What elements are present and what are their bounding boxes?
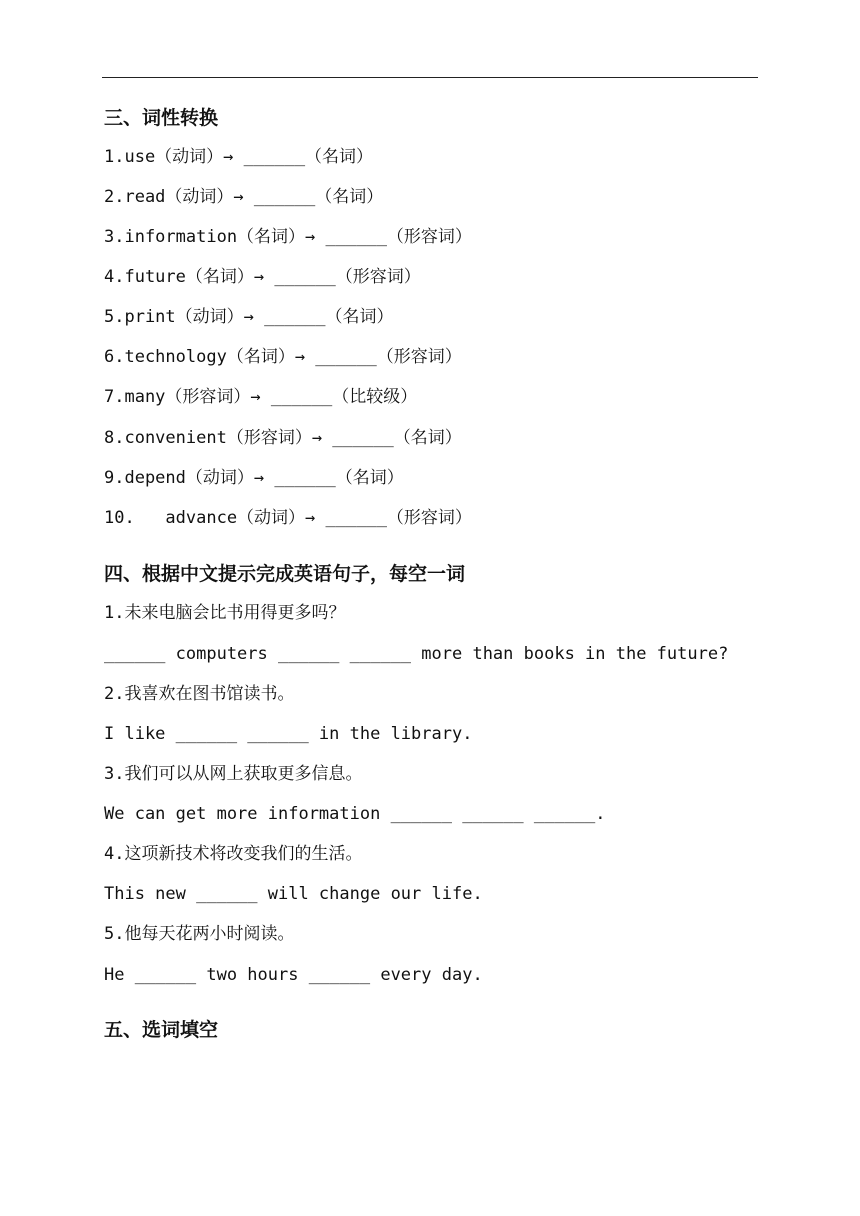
sentence-blank-3: We can get more information ______ ______ ______. <box>104 804 606 824</box>
sentence-prompt-1: 1.未来电脑会比书用得更多吗？ <box>104 603 346 623</box>
sentence-prompt-5: 5.他每天花两小时阅读。 <box>104 924 295 944</box>
section-heading-complete-sentences: 四、根据中文提示完成英语句子，每空一词 <box>104 563 466 585</box>
conversion-item-7: 7.many（形容词）→ ______（比较级） <box>104 387 418 407</box>
conversion-item-4: 4.future（名词）→ ______（形容词） <box>104 267 421 287</box>
conversion-item-5: 5.print（动词）→ ______（名词） <box>104 307 394 327</box>
header-rule <box>102 77 758 78</box>
sentence-blank-5: He ______ two hours ______ every day. <box>104 965 483 985</box>
conversion-item-10: 10. advance（动词）→ ______（形容词） <box>104 508 472 528</box>
section-heading-word-choice: 五、选词填空 <box>104 1019 219 1041</box>
sentence-prompt-4: 4.这项新技术将改变我们的生活。 <box>104 844 363 864</box>
sentence-blank-1: ______ computers ______ ______ more than books in the future? <box>104 644 729 664</box>
sentence-blank-2: I like ______ ______ in the library. <box>104 724 473 744</box>
section-heading-word-conversion: 三、词性转换 <box>104 107 219 129</box>
sentence-prompt-3: 3.我们可以从网上获取更多信息。 <box>104 764 363 784</box>
conversion-item-2: 2.read（动词）→ ______（名词） <box>104 187 384 207</box>
conversion-item-9: 9.depend（动词）→ ______（名词） <box>104 468 404 488</box>
conversion-item-3: 3.information（名词）→ ______（形容词） <box>104 227 472 247</box>
sentence-prompt-2: 2.我喜欢在图书馆读书。 <box>104 684 295 704</box>
conversion-item-6: 6.technology（名词）→ ______（形容词） <box>104 347 462 367</box>
sentence-blank-4: This new ______ will change our life. <box>104 884 483 904</box>
conversion-item-1: 1.use（动词）→ ______（名词） <box>104 147 374 167</box>
conversion-item-8: 8.convenient（形容词）→ ______（名词） <box>104 428 462 448</box>
